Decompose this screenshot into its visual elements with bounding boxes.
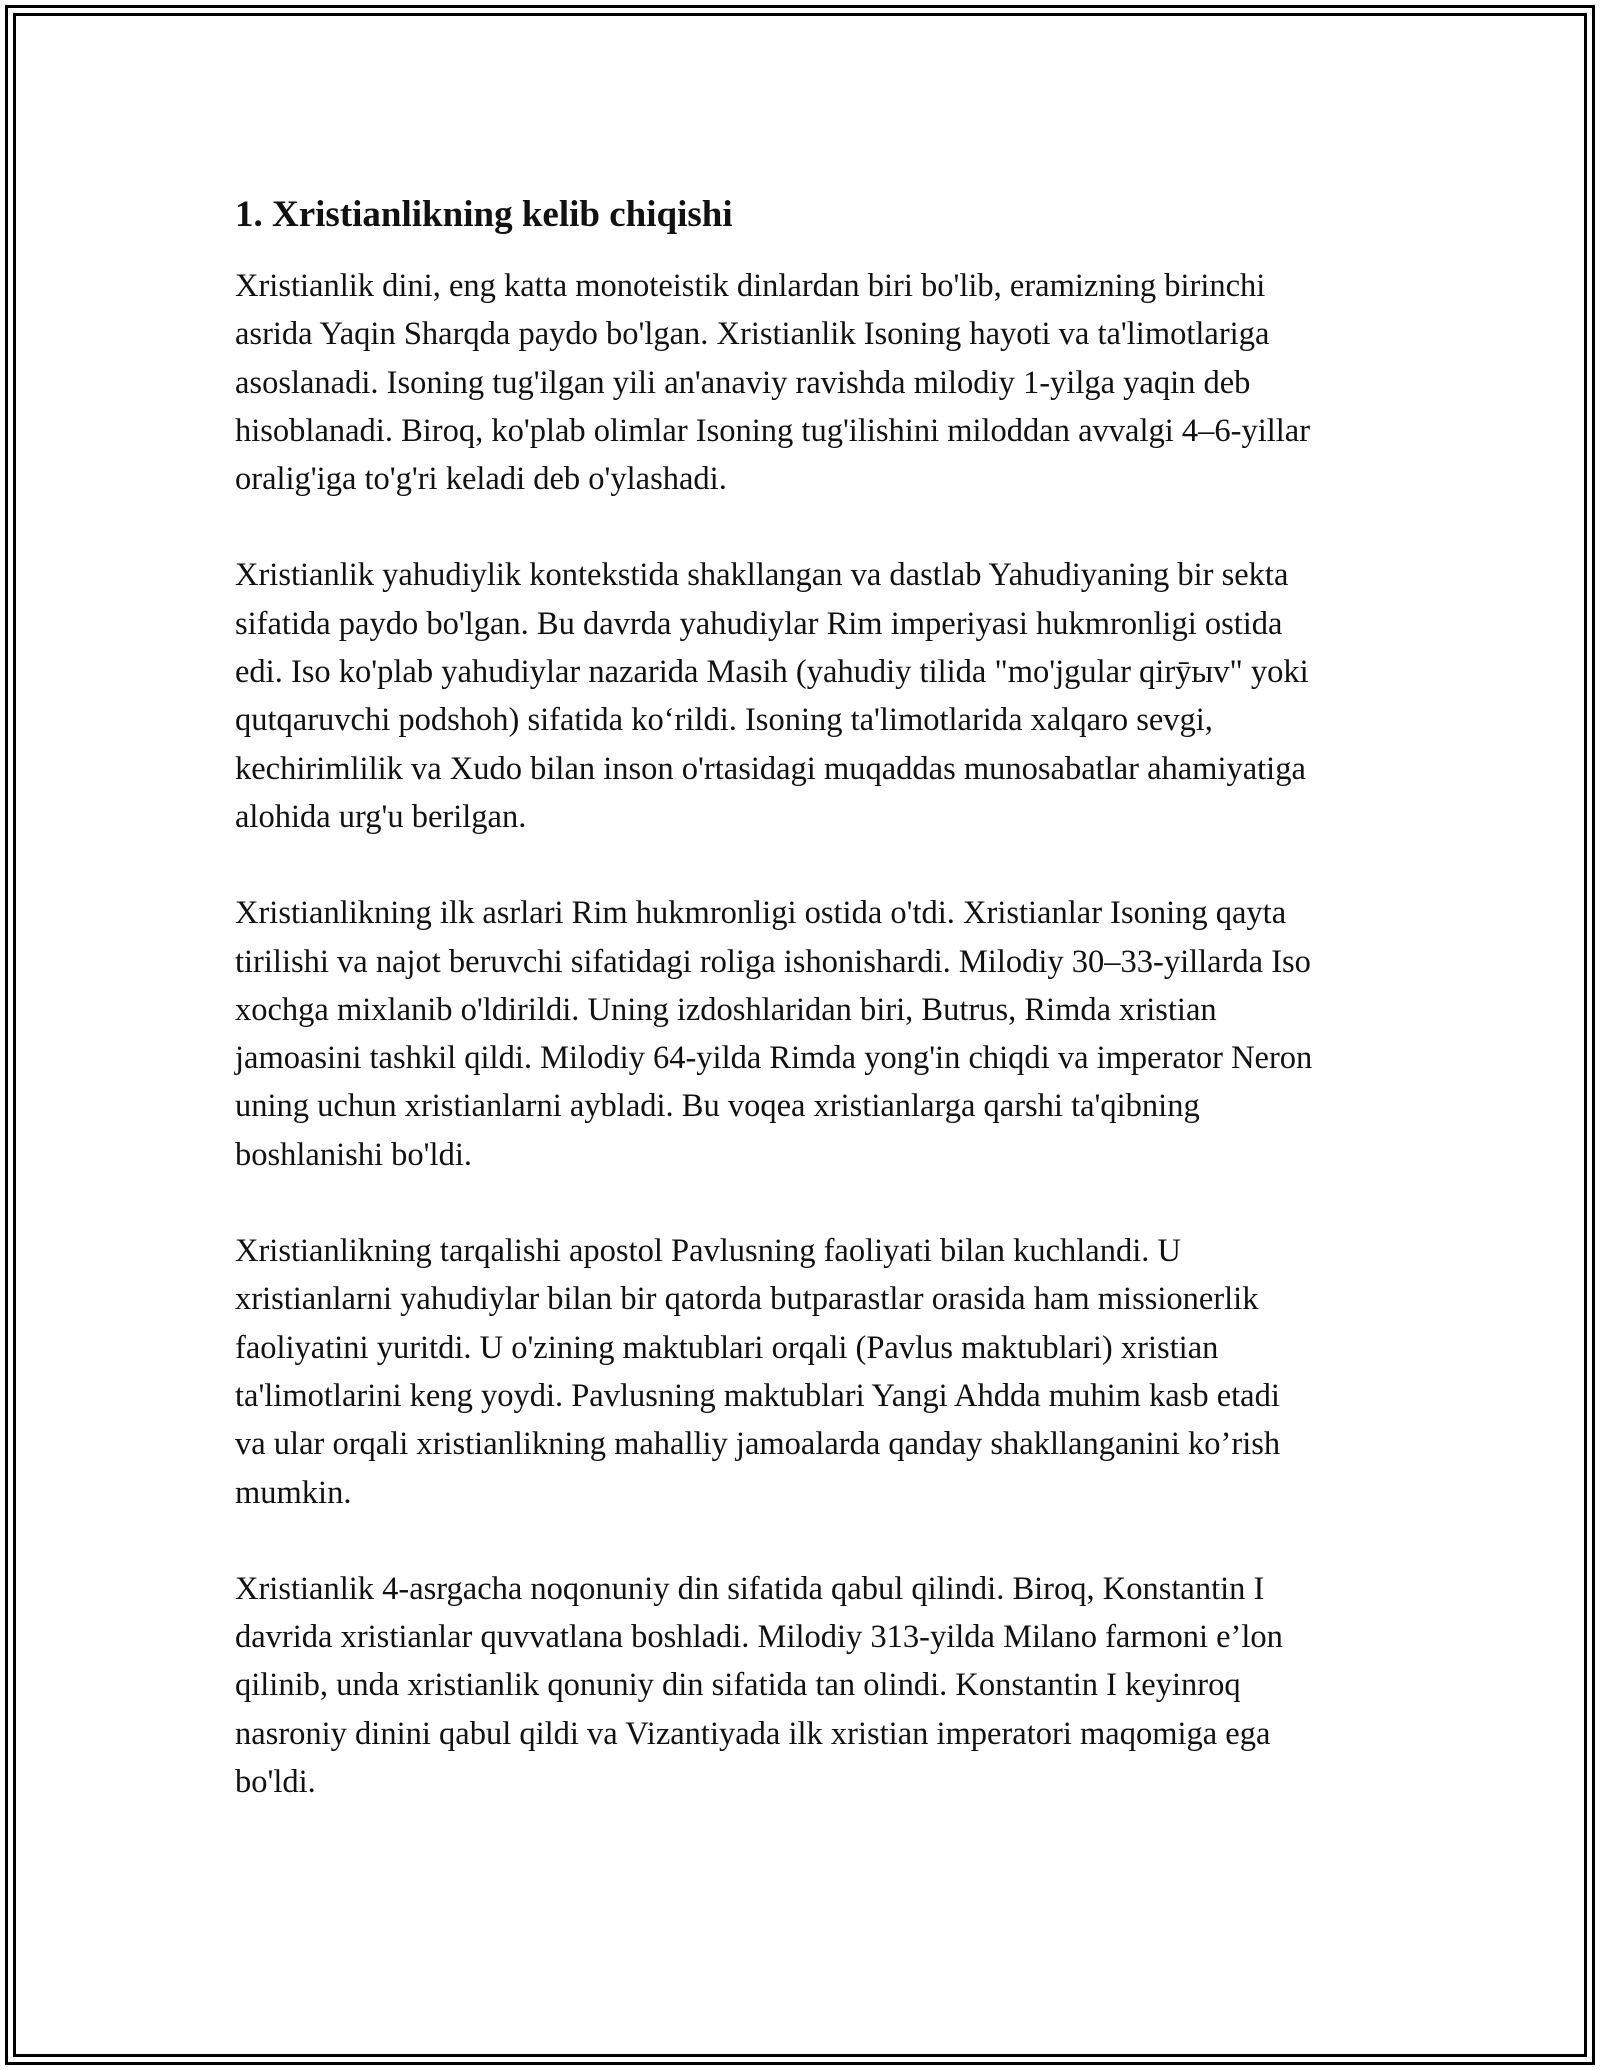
section-title: 1. Xristianlikning kelib chiqishi — [235, 194, 733, 235]
paragraph-5: Xristianlik 4-asrgacha noqonuniy din sifatida qabul qilindi. Biroq, Konstantin I davrida xristianlar quvvatlana boshladi. Milodiy 313-yilda Milano farmoni e’lon qilinib, unda xristianlik qonuniy din sifatida tan olindi. Konstantin I keyinroq nasroniy dinini qabul qildi va Vizantiyada ilk xristian imperatori maqomiga ega bo'ldi. — [235, 1570, 1283, 1801]
paragraph-3: Xristianlikning ilk asrlari Rim hukmronligi ostida o'tdi. Xristianlar Isoning qayta tirilishi va najot beruvchi sifatidagi roliga ishonishardi. Milodiy 30–33-yillarda Iso xochga mixlanib o'ldirildi. Uning izdoshlaridan biri, Butrus, Rimda xristian jamoasini tashkil qildi. Milodiy 64-yilda Rimda yong'in chiqdi va imperator Neron uning uchun xristianlarni aybladi. Bu voqea xristianlarga qarshi ta'qibning boshlanishi bo'ldi. — [235, 895, 1313, 1173]
paragraph-2: Xristianlik yahudiylik kontekstida shakllangan va dastlab Yahudiyaning bir sekta sifatida paydo bo'lgan. Bu davrda yahudiylar Rim imperiyasi hukmronligi ostida edi. Iso ko'plab yahudiylar nazarida Masih (yahudiy tilida "mo'jgular qirȳыv" yoki qutqaruvchi podshoh) sifatida ko‘rildi. Isoning ta'limotlarida xalqaro sevgi, kechirimlilik va Xudo bilan inson o'rtasidagi muqaddas munosabatlar ahamiyatiga alohida urg'u berilgan. — [235, 557, 1309, 835]
paragraph-4: Xristianlikning tarqalishi apostol Pavlusning faoliyati bilan kuchlandi. U xristianlarni yahudiylar bilan bir qatorda butparastlar orasida ham missionerlik faoliyatini yuritdi. U o'zining maktublari orqali (Pavlus maktublari) xristian ta'limotlarini keng yoydi. Pavlusning maktublari Yangi Ahdda muhim kasb etadi va ular orqali xristianlikning mahalliy jamoalarda qanday shakllanganini ko’rish mumkin. — [235, 1233, 1281, 1511]
paragraph-1: Xristianlik dini, eng katta monoteistik dinlardan biri bo'lib, eramizning birinchi asrida Yaqin Sharqda paydo bo'lgan. Xristianlik Isoning hayoti va ta'limotlariga asoslanadi. Isoning tug'ilgan yili an'anaviy ravishda milodiy 1-yilga yaqin deb hisoblanadi. Biroq, ko'plab olimlar Isoning tug'ilishini miloddan avvalgi 4–6-yillar oralig'iga to'g'ri keladi deb o'ylashadi. — [235, 268, 1311, 498]
document-body — [235, 190, 1375, 1854]
